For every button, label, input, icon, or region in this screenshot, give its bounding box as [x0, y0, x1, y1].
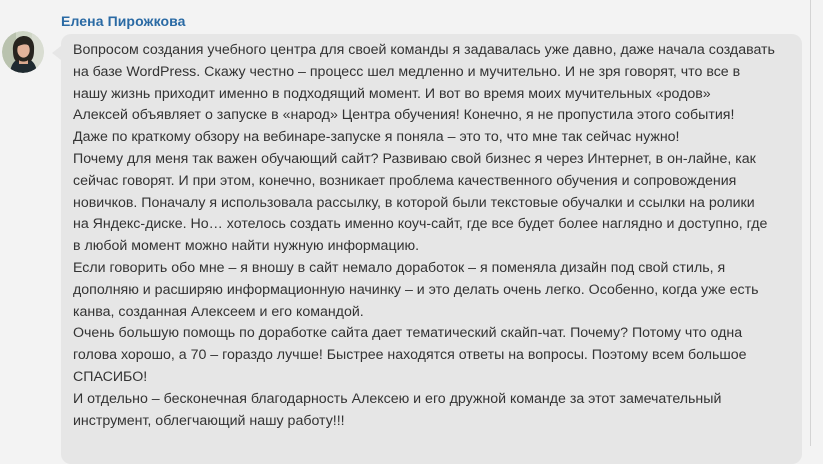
page-border: [810, 0, 811, 446]
comment-text-line: новичков. Поначалу я использовала рассылку, в которой были текстовые обучалки и ссылки на ролики: [73, 194, 755, 211]
comment-text-line: в любой момент можно найти нужную информацию.: [73, 238, 420, 255]
comment-text-line: нашу жизнь приходит именно в подходящий момент. И вот во время моих мучительных «родов»: [73, 85, 711, 102]
comment-text-line: И отдельно – бесконечная благодарность Алексею и его дружной команде за этот замечательный: [73, 390, 722, 407]
avatar-image: [2, 31, 44, 73]
comment-text-line: Почему для меня так важен обучающий сайт? Развиваю свой бизнес я через Интернет, в он-лайне, как: [73, 150, 756, 167]
comment-text-line: сейчас говорят. И при этом, конечно, возникает проблема качественного обучения и сопровождения: [73, 172, 737, 189]
comment-text-line: Очень большую помощь по доработке сайта дает тематический скайп-чат. Почему? Потому что одна: [73, 325, 743, 342]
comment-text-line: инструмент, облегчающий нашу работу!!!: [73, 412, 345, 429]
comment-text-line: канва, созданная Алексеем и его командой.: [73, 303, 364, 320]
comment-text-line: Алексей объявляет о запуске в «народ» Центра обучения! Конечно, я не пропустила этого события!: [73, 107, 735, 124]
comment-author-name[interactable]: Елена Пирожкова: [61, 13, 186, 29]
comment-text: [73, 40, 792, 432]
comment-text-line: Если говорить обо мне – я вношу в сайт немало доработок – я поменяла дизайн под свой стиль, я: [73, 259, 726, 276]
comment-text-line: на базе WordPress. Скажу честно – процесс шел медленно и мучительно. И не зря говорят, что все в: [73, 63, 741, 80]
comment-text-line: голова хорошо, а 70 – гораздо лучше! Быстрее находятся ответы на вопросы. Поэтому всем большое: [73, 347, 747, 364]
comment-text-line: дополняю и расширяю информационную начинку – и это делать очень легко. Особенно, когда уже есть: [73, 281, 759, 298]
comment-bubble: [61, 34, 802, 464]
comment-text-line: на Яндекс-диске. Но… хотелось создать именно коуч-сайт, где все будет более наглядно и доступно, где: [73, 216, 768, 233]
comment-text-line: Вопросом создания учебного центра для своей команды я задавалась уже давно, даже начала создавать: [73, 42, 775, 58]
user-avatar-icon[interactable]: [2, 31, 44, 73]
comment-text-line: Даже по краткому обзору на вебинаре-запуске я поняла – это то, что мне так сейчас нужно!: [73, 129, 680, 146]
comment-text-line: СПАСИБО!: [73, 368, 148, 385]
